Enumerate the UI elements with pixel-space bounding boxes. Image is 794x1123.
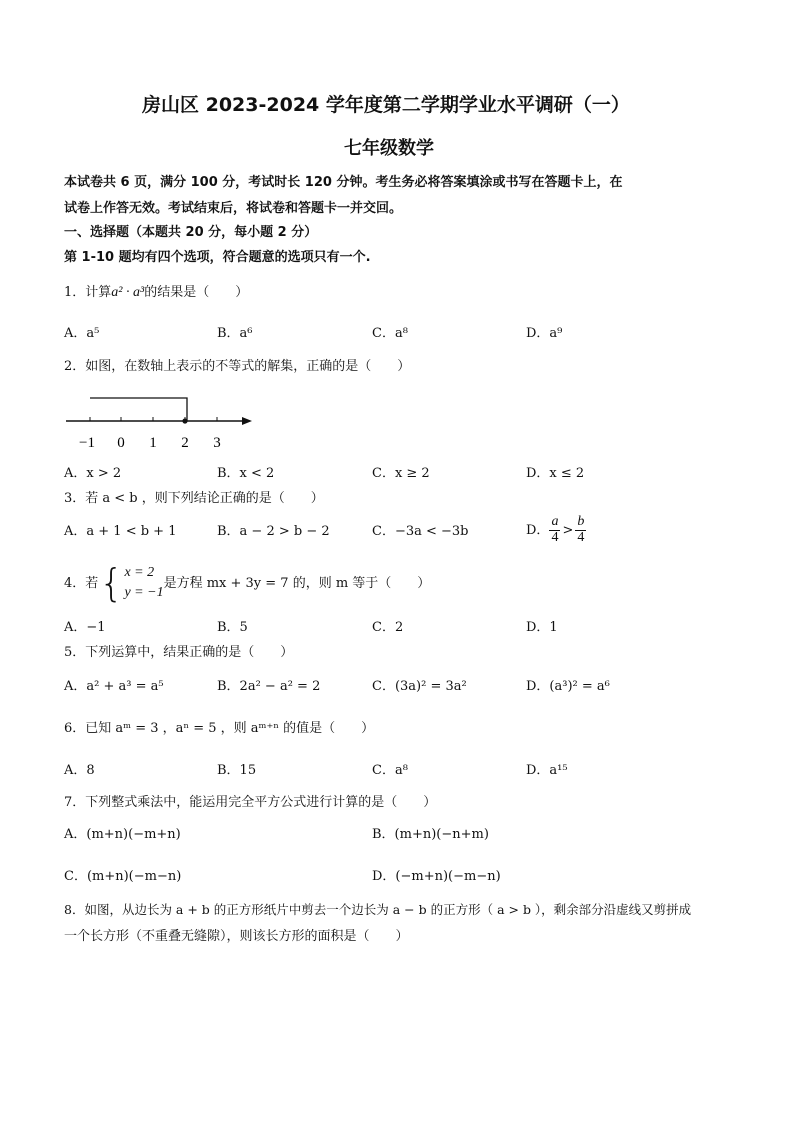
fraction-denominator: 4 — [551, 529, 559, 545]
q1-option-a[interactable]: A．a⁵ — [64, 326, 100, 341]
question-7: 7．下列整式乘法中，能运用完全平方公式进行计算的是（ ） — [64, 795, 437, 810]
question-2: 2．如图，在数轴上表示的不等式的解集，正确的是（ ） — [64, 359, 411, 374]
number-line-arrow — [242, 417, 252, 425]
section-note: 第 1-10 题均有四个选项，符合题意的选项只有一个. — [64, 250, 371, 265]
question-8-line-2: 一个长方形（不重叠无缝隙），则该长方形的面积是（ ） — [64, 929, 409, 944]
q7-option-c[interactable]: C．(m+n)(−m−n) — [64, 869, 182, 884]
fraction-numerator: b — [577, 514, 585, 529]
q6-option-a[interactable]: A．8 — [64, 763, 95, 778]
greater-than-sign: > — [562, 522, 574, 538]
question-3: 3．若 a < b ，则下列结论正确的是（ ） — [64, 491, 324, 506]
question-6: 6．已知 aᵐ = 3 ，aⁿ = 5 ，则 aᵐ⁺ⁿ 的值是（ ） — [64, 721, 375, 736]
q1-option-c[interactable]: C．a⁸ — [372, 326, 408, 341]
page-title: 房山区 2023-2024 学年度第二学期学业水平调研（一） — [142, 94, 630, 116]
q1-option-d[interactable]: D．a⁹ — [526, 326, 563, 341]
axis-label: 1 — [149, 435, 157, 451]
q7-option-d[interactable]: D．(−m+n)(−m−n) — [372, 869, 501, 884]
q2-option-a[interactable]: A．x > 2 — [64, 466, 122, 481]
solution-endpoint-dot — [182, 418, 187, 423]
instructions-line-1: 本试卷共 6 页，满分 100 分，考试时长 120 分钟。考生务必将答案填涂或书写在答题卡上，在 — [64, 175, 623, 190]
equation-system-brace: { — [99, 561, 124, 606]
q2-option-d[interactable]: D．x ≤ 2 — [526, 466, 585, 481]
q7-option-b[interactable]: B．(m+n)(−n+m) — [372, 827, 489, 842]
axis-label: 3 — [213, 435, 221, 451]
q5-option-b[interactable]: B．2a² − a² = 2 — [217, 679, 321, 694]
fraction-b-over-4 — [575, 515, 586, 545]
q6-option-b[interactable]: B．15 — [217, 763, 257, 778]
question-1-stem-b: 的结果是（ ） — [144, 285, 249, 300]
q3-option-d-label: D． — [526, 522, 550, 538]
question-1-expression: a² · a³ — [111, 285, 145, 300]
q3-option-a[interactable]: A．a + 1 < b + 1 — [64, 524, 177, 539]
instructions-line-2: 试卷上作答无效。考试结束后，将试卷和答题卡一并交回。 — [64, 201, 403, 216]
q3-option-c[interactable]: C．−3a < −3b — [372, 524, 469, 539]
q2-option-c[interactable]: C．x ≥ 2 — [372, 466, 430, 481]
q4-option-b[interactable]: B．5 — [217, 620, 248, 635]
question-8-line-1: 8．如图，从边长为 a + b 的正方形纸片中剪去一个边长为 a − b 的正方形（ a > b ），剩余部分沿虚线又剪拼成 — [64, 902, 692, 917]
question-4-stem-b: 是方程 mx + 3y = 7 的，则 m 等于（ ） — [163, 575, 431, 591]
q4-option-d[interactable]: D．1 — [526, 620, 558, 635]
fraction-a-over-4 — [549, 515, 560, 545]
q5-option-c[interactable]: C．(3a)² = 3a² — [372, 679, 467, 694]
q1-option-b[interactable]: B．a⁶ — [217, 326, 253, 341]
axis-label: −1 — [79, 435, 95, 451]
solution-bracket — [90, 398, 187, 421]
q3-option-d[interactable] — [526, 515, 586, 545]
axis-label: 0 — [117, 435, 125, 451]
section-heading: 一、选择题（本题共 20 分，每小题 2 分） — [64, 225, 318, 240]
q4-option-a[interactable]: A．−1 — [64, 620, 106, 635]
page-subtitle: 七年级数学 — [344, 138, 434, 159]
question-1-stem-a: 1．计算 — [64, 285, 112, 300]
equation-y: y = −1 — [124, 585, 164, 601]
q6-option-c[interactable]: C．a⁸ — [372, 763, 408, 778]
equation-x: x = 2 — [124, 565, 155, 580]
equation-system — [124, 563, 163, 604]
fraction-denominator: 4 — [577, 529, 585, 545]
axis-label: 2 — [181, 435, 189, 451]
q5-option-a[interactable]: A．a² + a³ = a⁵ — [64, 679, 164, 694]
q2-option-b[interactable]: B．x < 2 — [217, 466, 275, 481]
question-1 — [64, 286, 248, 300]
question-4 — [64, 563, 430, 604]
question-5: 5．下列运算中，结果正确的是（ ） — [64, 645, 294, 660]
q3-option-b[interactable]: B．a − 2 > b − 2 — [217, 524, 330, 539]
q6-option-d[interactable]: D．a¹⁵ — [526, 763, 568, 778]
q4-option-c[interactable]: C．2 — [372, 620, 404, 635]
fraction-numerator: a — [551, 514, 559, 529]
question-4-stem-a: 4．若 — [64, 575, 99, 591]
q7-option-a[interactable]: A．(m+n)(−m+n) — [64, 827, 181, 842]
q5-option-d[interactable]: D．(a³)² = a⁶ — [526, 679, 610, 694]
